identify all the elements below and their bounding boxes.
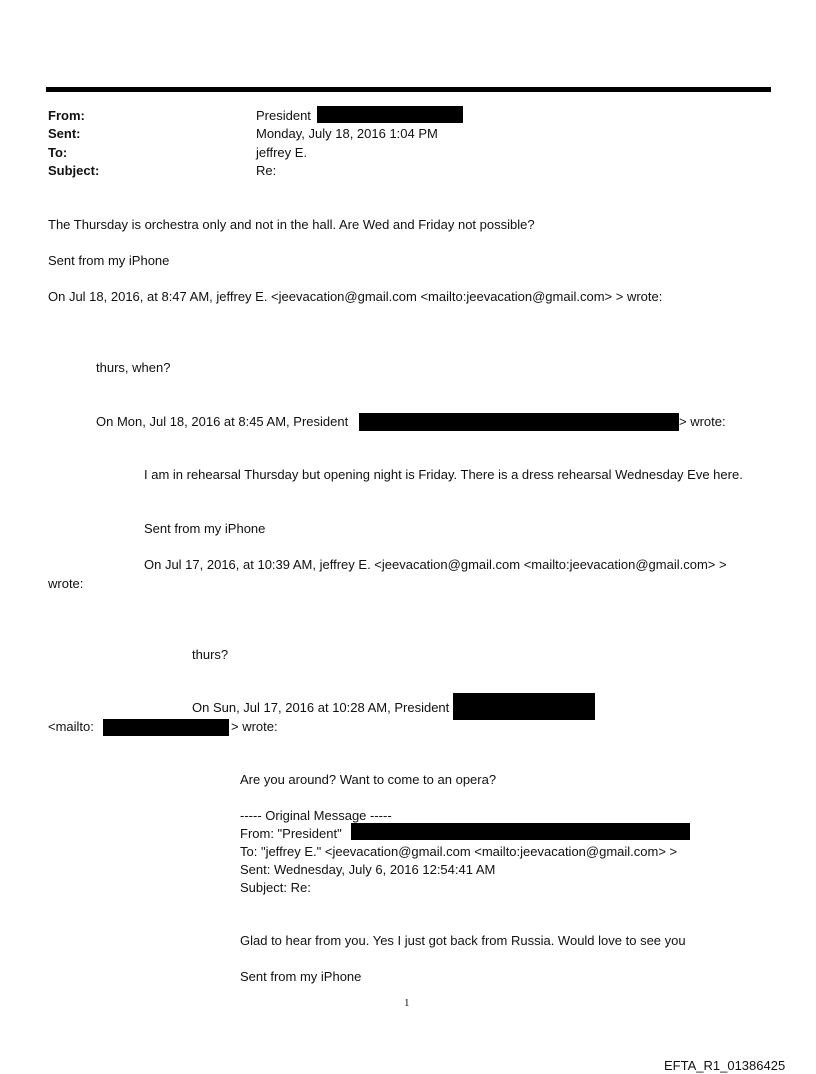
sent-label: Sent: xyxy=(48,126,81,141)
quote2-attribution-wrap: wrote: xyxy=(48,576,84,591)
body-line-3: On Jul 18, 2016, at 8:47 AM, jeffrey E. <jeevacation@gmail.com <mailto:jeevacation@gmail.com> > wrote: xyxy=(48,289,663,304)
quote3-attribution: On Sun, Jul 17, 2016 at 10:28 AM, President xyxy=(192,700,450,715)
to-label: To: xyxy=(48,145,68,160)
quote3-attribution-end: > wrote: xyxy=(231,719,278,734)
original-from: From: "President" xyxy=(240,826,342,841)
quote2-attribution: On Jul 17, 2016, at 10:39 AM, jeffrey E. <jeevacation@gmail.com <mailto:jeevacation@gmail.com> > xyxy=(144,557,727,572)
sent-value: Monday, July 18, 2016 1:04 PM xyxy=(256,126,438,141)
header-rule xyxy=(46,87,771,92)
body-line-2: Sent from my iPhone xyxy=(48,253,170,268)
document-id: EFTA_R1_01386425 xyxy=(664,1058,786,1073)
original-message-header: ----- Original Message ----- xyxy=(240,808,392,823)
from-value: President xyxy=(256,108,311,123)
original-subject: Subject: Re: xyxy=(240,880,311,895)
page-number: 1 xyxy=(404,997,410,1009)
quote2-signoff: Sent from my iPhone xyxy=(144,521,266,536)
original-signoff: Sent from my iPhone xyxy=(240,969,362,984)
subject-label: Subject: xyxy=(48,163,100,178)
from-label: From: xyxy=(48,108,85,123)
quote1-attribution: On Mon, Jul 18, 2016 at 8:45 AM, President xyxy=(96,414,349,429)
original-text: Glad to hear from you. Yes I just got back from Russia. Would love to see you xyxy=(240,933,686,948)
redaction-orig-from xyxy=(351,823,690,840)
redaction-q3-mailto xyxy=(103,719,229,736)
subject-value: Re: xyxy=(256,163,277,178)
original-sent: Sent: Wednesday, July 6, 2016 12:54:41 AM xyxy=(240,862,496,877)
redaction-q1 xyxy=(359,413,679,431)
to-value: jeffrey E. xyxy=(256,145,308,160)
quote1-text: thurs, when? xyxy=(96,360,171,375)
redaction-from xyxy=(317,106,463,123)
quote3-mailto: <mailto: xyxy=(48,719,94,734)
quote3-text: thurs? xyxy=(192,647,229,662)
redaction-q3 xyxy=(453,693,595,720)
quote2-text: I am in rehearsal Thursday but opening night is Friday. There is a dress rehearsal Wednesday Eve here. xyxy=(144,467,743,482)
quote1-attribution-end: > wrote: xyxy=(679,414,726,429)
original-to: To: "jeffrey E." <jeevacation@gmail.com <mailto:jeevacation@gmail.com> > xyxy=(240,844,678,859)
body-line-1: The Thursday is orchestra only and not in the hall. Are Wed and Friday not possible? xyxy=(48,217,535,232)
quote4-text: Are you around? Want to come to an opera? xyxy=(240,772,497,787)
